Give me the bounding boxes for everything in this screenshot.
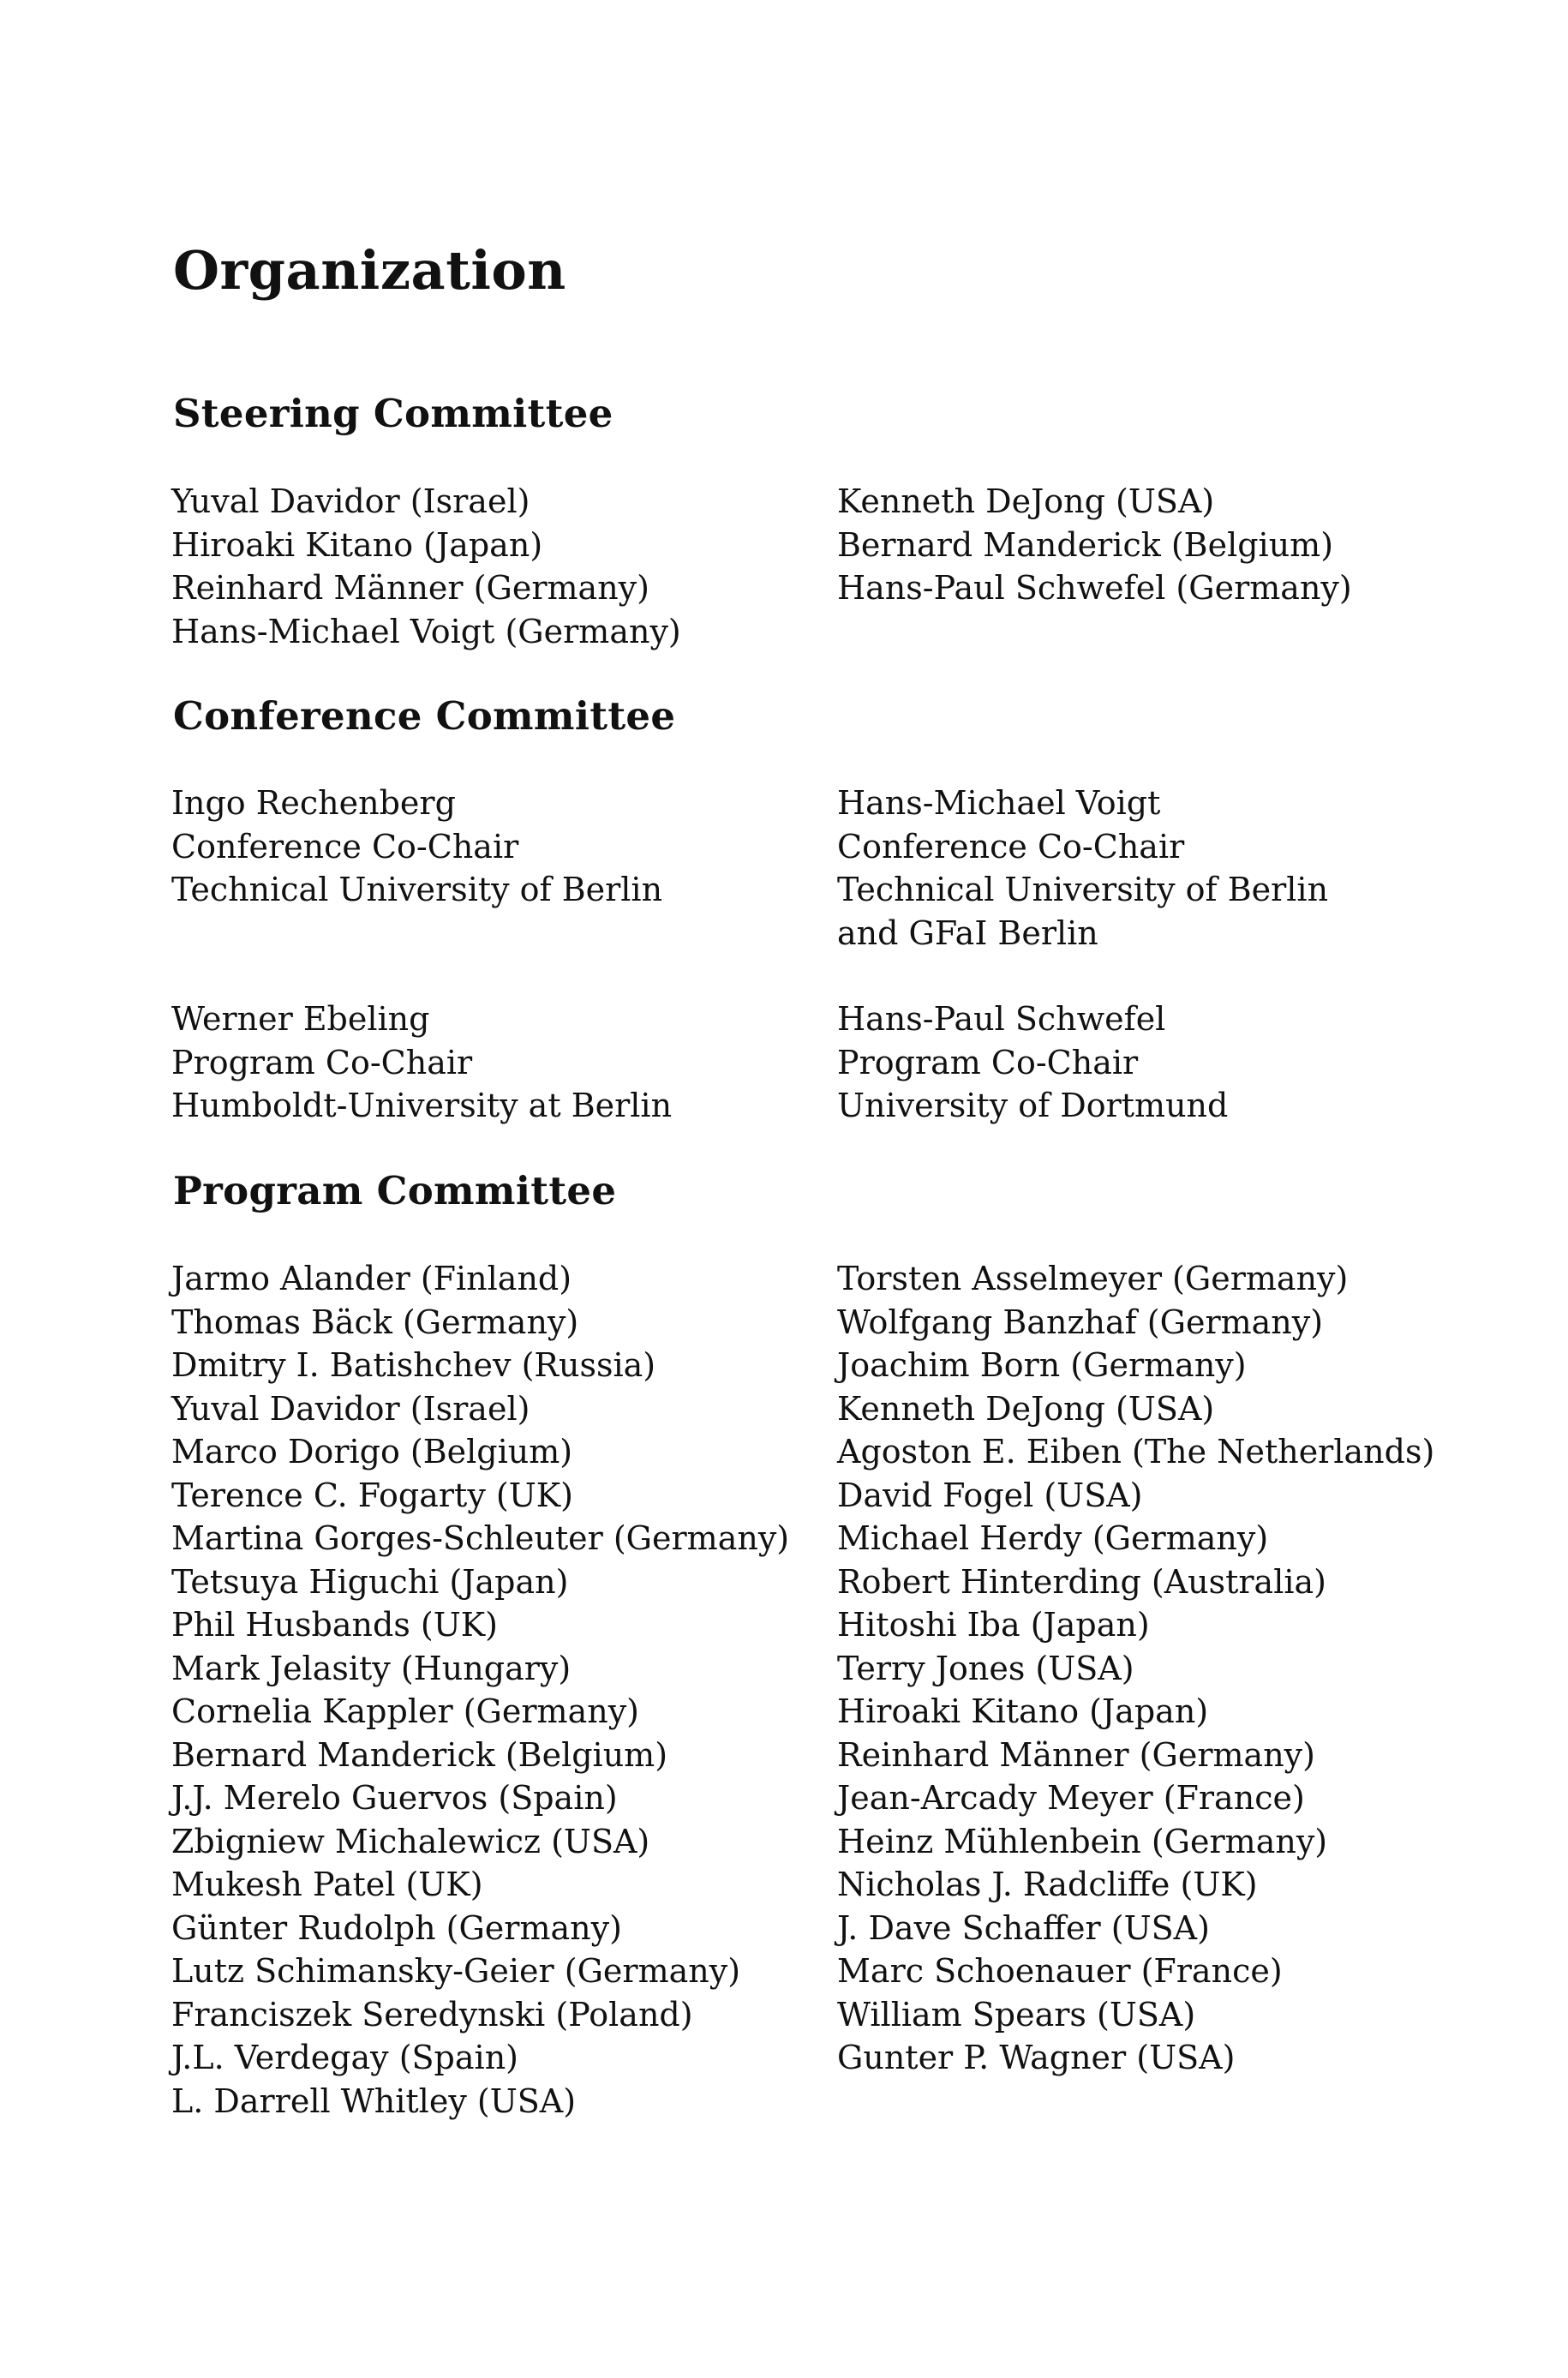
list-item: Terry Jones (USA) xyxy=(837,1649,1134,1687)
program-committee-right-list xyxy=(837,1257,1434,2080)
list-item: L. Darrell Whitley (USA) xyxy=(171,2081,577,2120)
list-item: Jean-Arcady Meyer (France) xyxy=(837,1779,1305,1817)
list-item: Hiroaki Kitano (Japan) xyxy=(171,525,543,564)
member-name: Werner Ebeling xyxy=(171,1000,430,1038)
list-item: Robert Hinterding (Australia) xyxy=(837,1562,1326,1601)
program-committee-left-list xyxy=(171,1257,789,2123)
list-item: Dmitry I. Batishchev (Russia) xyxy=(171,1346,656,1384)
conference-member-ebeling xyxy=(171,997,672,1128)
list-item: David Fogel (USA) xyxy=(837,1476,1143,1514)
list-item: Nicholas J. Radcliffe (UK) xyxy=(837,1866,1258,1903)
list-item: Hiroaki Kitano (Japan) xyxy=(837,1692,1209,1730)
conference-committee-heading: Conference Committee xyxy=(173,693,676,739)
list-item: Kenneth DeJong (USA) xyxy=(837,482,1215,520)
list-item: Hans-Paul Schwefel (Germany) xyxy=(837,569,1352,607)
list-item: Michael Herdy (Germany) xyxy=(837,1519,1269,1557)
list-item: Wolfgang Banzhaf (Germany) xyxy=(837,1303,1324,1341)
list-item: Bernard Manderick (Belgium) xyxy=(171,1735,668,1774)
list-item: Joachim Born (Germany) xyxy=(837,1346,1247,1384)
member-affiliation: Humboldt-University at Berlin xyxy=(171,1087,673,1124)
list-item: Torsten Asselmeyer (Germany) xyxy=(837,1260,1349,1297)
list-item: Yuval Davidor (Israel) xyxy=(171,482,530,520)
list-item: Bernard Manderick (Belgium) xyxy=(837,525,1334,564)
list-item: Reinhard Männer (Germany) xyxy=(837,1735,1315,1774)
member-role: Conference Co-Chair xyxy=(837,827,1185,866)
page-title: Organization xyxy=(173,239,566,302)
list-item: Kenneth DeJong (USA) xyxy=(837,1389,1215,1428)
list-item: Zbigniew Michalewicz (USA) xyxy=(171,1822,650,1860)
list-item: Phil Husbands (UK) xyxy=(171,1606,498,1644)
list-item: Gunter P. Wagner (USA) xyxy=(837,2039,1236,2076)
steering-committee-left-list xyxy=(171,480,681,653)
list-item: Heinz Mühlenbein (Germany) xyxy=(837,1822,1328,1860)
list-item: J.L. Verdegay (Spain) xyxy=(171,2039,518,2076)
program-committee-heading: Program Committee xyxy=(173,1168,617,1213)
list-item: Mukesh Patel (UK) xyxy=(171,1866,483,1903)
list-item: Günter Rudolph (Germany) xyxy=(171,1908,622,1947)
list-item: Cornelia Kappler (Germany) xyxy=(171,1692,639,1730)
list-item: Marco Dorigo (Belgium) xyxy=(171,1433,573,1471)
member-role: Conference Co-Chair xyxy=(171,827,519,866)
list-item: Franciszek Seredynski (Poland) xyxy=(171,1995,693,2034)
list-item: Reinhard Männer (Germany) xyxy=(171,569,649,607)
list-item: Martina Gorges-Schleuter (Germany) xyxy=(171,1519,790,1557)
member-name: Hans-Michael Voigt xyxy=(837,784,1161,822)
member-affiliation: University of Dortmund xyxy=(837,1087,1229,1124)
list-item: Marc Schoenauer (France) xyxy=(837,1952,1283,1990)
list-item: Hitoshi Iba (Japan) xyxy=(837,1606,1150,1644)
list-item: Terence C. Fogarty (UK) xyxy=(171,1476,573,1514)
list-item: William Spears (USA) xyxy=(837,1995,1196,2034)
member-name: Ingo Rechenberg xyxy=(171,784,456,822)
list-item: Thomas Bäck (Germany) xyxy=(171,1303,579,1341)
conference-member-schwefel xyxy=(837,997,1228,1128)
list-item: Mark Jelasity (Hungary) xyxy=(171,1649,572,1687)
conference-member-voigt xyxy=(837,782,1328,955)
list-item: Jarmo Alander (Finland) xyxy=(171,1260,572,1297)
list-item: Lutz Schimansky-Geier (Germany) xyxy=(171,1952,741,1990)
member-role: Program Co-Chair xyxy=(837,1043,1139,1081)
steering-committee-heading: Steering Committee xyxy=(173,391,613,436)
list-item: J. Dave Schaffer (USA) xyxy=(837,1908,1210,1947)
member-affiliation-secondary: and GFaI Berlin xyxy=(837,913,1098,952)
member-role: Program Co-Chair xyxy=(171,1043,473,1081)
member-affiliation: Technical University of Berlin xyxy=(837,871,1329,908)
member-affiliation: Technical University of Berlin xyxy=(171,871,663,908)
member-name: Hans-Paul Schwefel xyxy=(837,1000,1166,1038)
conference-member-rechenberg xyxy=(171,782,662,912)
list-item: Tetsuya Higuchi (Japan) xyxy=(171,1562,569,1601)
list-item: Agoston E. Eiben (The Netherlands) xyxy=(837,1433,1435,1471)
steering-committee-right-list xyxy=(837,480,1352,610)
list-item: Hans-Michael Voigt (Germany) xyxy=(171,612,681,650)
list-item: Yuval Davidor (Israel) xyxy=(171,1389,530,1428)
list-item: J.J. Merelo Guervos (Spain) xyxy=(171,1779,618,1817)
